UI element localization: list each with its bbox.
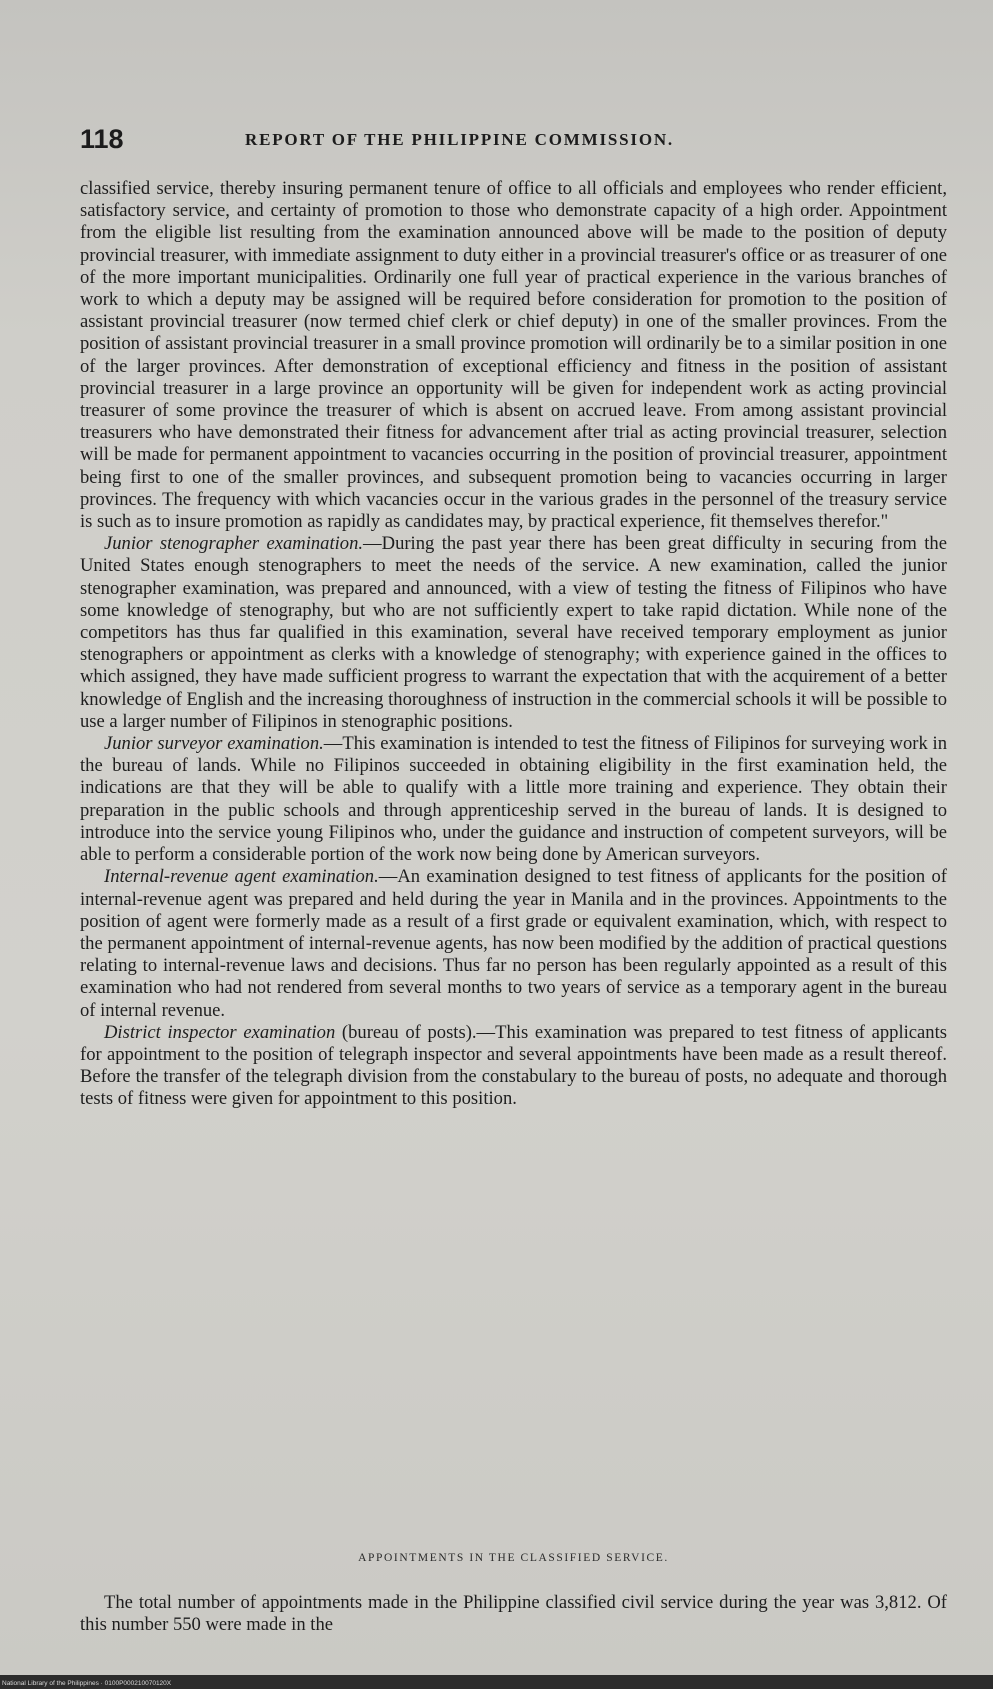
paragraph-junior-stenographer: [80, 533, 947, 733]
paragraph-body: —This examination is intended to test the fitness of Filipinos for surveying work in the bureau of lands. While no Filipinos succeeded in obtaining eligibility in the first examination held, the indications are that they will be able to qualify with a little more training and experience. They obtain their preparation in the public schools and through apprenticeship served in the bureau of lands. It is designed to introduce into the service young Filipinos who, under the guidance and instruction of competent surveyors, will be able to perform a considerable portion of the work now being done by American surveyors.: [80, 733, 948, 866]
scan-footer-text: National Library of the Philippines · 0100P000210070120X: [2, 1680, 172, 1687]
closing-text: [80, 1592, 947, 1636]
scan-footer-strip: [0, 1675, 993, 1689]
paragraph-body: —During the past year there has been great difficulty in securing from the United States enough stenographers to meet the needs of the service. A new examination, called the junior stenographer examination, was prepared and announced, with a view of testing the fitness of Filipinos who have some knowledge of stenography, but who are not sufficiently expert to take rapid dictation. While none of the competitors has thus far qualified in this examination, several have received temporary employment as junior stenographers or appointment as clerks with a knowledge of stenography; with experience gained in the offices to which assigned, they have made sufficient progress to warrant the expectation that with the acquirement of a better knowledge of English and the increasing thoroughness of instruction in the commercial schools it will be possible to use a larger number of Filipinos in stenographic positions.: [80, 533, 947, 732]
paragraph-title: Junior surveyor examination.: [104, 733, 324, 755]
section-heading: APPOINTMENTS IN THE CLASSIFIED SERVICE.: [358, 1552, 669, 1564]
paragraph-internal-revenue: [80, 866, 947, 1021]
paragraph-body: —An examination designed to test fitness of applicants for the position of internal-revenue agent was prepared and held during the year in Manila and in the provinces. Appointments to the position of agent were formerly made as a result of a first grade or equivalent examination, which, with respect to the permanent appointment of internal-revenue agents, has now been modified by the addition of practical questions relating to internal-revenue laws and decisions. Thus far no person has been regularly appointed as a result of this examination who had not rendered from several months to two years of service as a temporary agent in the bureau of internal revenue.: [80, 866, 947, 1021]
paragraph-body: (bureau of posts).—This examination was prepared to test fitness of applicants for appointment to the position of telegraph inspector and several appointments have been made as a result thereof. Before the transfer of the telegraph division from the constabulary to the bureau of posts, no adequate and thorough tests of fitness were given for appointment to this position.: [80, 1021, 947, 1110]
page-number: 118: [80, 124, 124, 154]
paragraph-title: Internal-revenue agent examination.: [104, 866, 379, 888]
running-title: REPORT OF THE PHILIPPINE COMMISSION.: [245, 130, 674, 149]
closing-paragraph: The total number of appointments made in the Philippine classified civil service during the year was 3,812. Of this number 550 were made in the: [80, 1592, 947, 1636]
paragraph-district-inspector: [80, 1022, 947, 1111]
paragraph-junior-surveyor: [80, 733, 947, 866]
paragraph-continuation: classified service, thereby insuring permanent tenure of office to all officials and employees who render efficient, satisfactory service, and certainty of promotion to those who demonstrate capacity of a high order. Appointment from the eligible list resulting from the examination announced above will be made to the position of deputy provincial treasurer, with immediate assignment to duty either in a provincial treasurer's office or as treasurer of one of the more important municipalities. Ordinarily one full year of practical experience in the various branches of work to which a deputy may be assigned will be required before consideration for promotion to the position of assistant provincial treasurer (now termed chief clerk or chief deputy) in one of the smaller provinces. From the position of assistant provincial treasurer in a small province promotion will ordinarily be to a similar position in one of the larger provinces. After demonstration of exceptional efficiency and fitness in the position of assistant provincial treasurer in a large province an opportunity will be given for independent work as acting provincial treasurer of some province the treasurer of which is absent on accrued leave. From among assistant provincial treasurers who have demonstrated their fitness for advancement after trial as acting provincial treasurer, selection will be made for permanent appointment to vacancies occurring in the position of provincial treasurer, appointment being first to one of the smaller provinces, and subsequent promotion being to vacancies occurring in larger provinces. The frequency with which vacancies occur in the various grades in the personnel of the treasury service is such as to insure promotion as rapidly as candidates may, by practical experience, fit themselves therefor.": [80, 178, 947, 533]
body-text: [80, 178, 947, 1111]
page-header: [80, 124, 920, 164]
paragraph-title: District inspector examination: [104, 1021, 336, 1043]
paragraph-title: Junior stenographer examination.: [104, 533, 364, 555]
